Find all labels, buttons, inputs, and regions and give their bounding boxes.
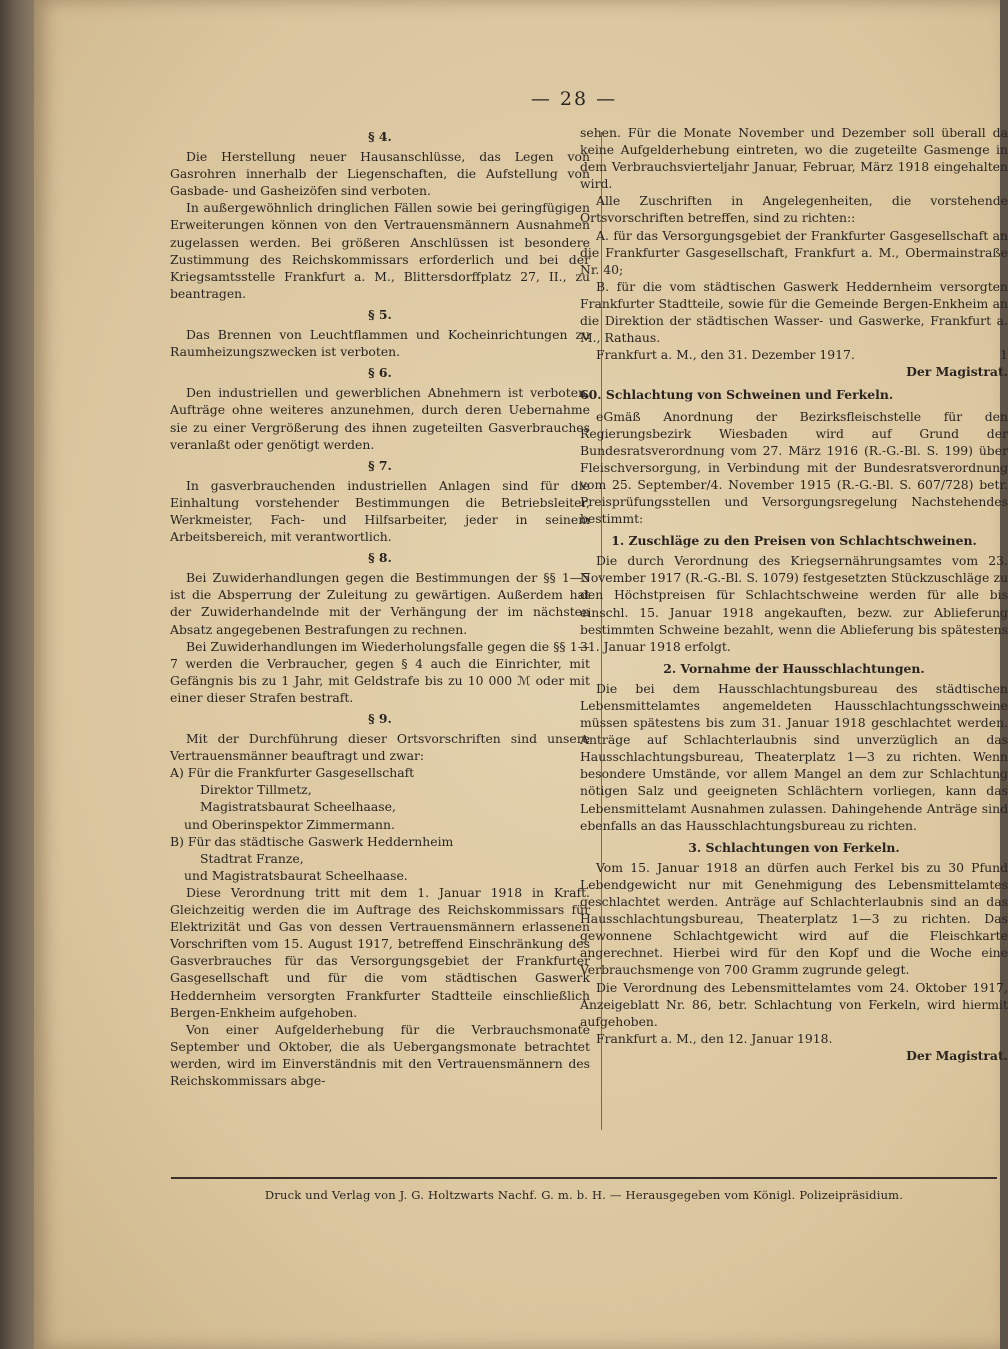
paragraph: B. für die vom städtischen Gaswerk Heddernheim versorgten Frankfurter Stadtteile, sowie für die Gemeinde Bergen-Enkheim an die Direktion der städtischen Wasser- und Gaswerke, Frankfurt a. M., Rathaus. [580,278,1008,346]
paragraph: Vom 15. Januar 1918 an dürfen auch Ferkel bis zu 30 Pfund Lebendgewicht nur mit Genehmigung des Lebensmittelamtes geschlachtet werden. Anträge auf Schlachterlaubnis sind an das Hausschlachtungsbureau, Theaterplatz 1—3 zu richten. Das gewonnene Schlachtgewicht wird auf die Fleischkarte angerechnet. Hierbei wird für den Kopf und die Woche eine Verbrauchsmenge von 700 Gramm zugrunde gelegt. [580,859,1008,978]
paragraph: In außergewöhnlich dringlichen Fällen sowie bei geringfügigen Erweiterungen können von den Vertrauensmännern Ausnahmen zugelassen werden. Bei größeren Anschlüssen ist besondere Zustimmung des Reichskommissars erforderlich und bei der Kriegsamtsstelle Frankfurt a. M., Blittersdorffplatz 27, II., zu beantragen. [170,200,590,301]
section-heading-5: § 5. [368,306,392,322]
section-heading-8: § 8. [368,550,392,566]
paragraph: Bei Zuwiderhandlungen im Wiederholungsfalle gegen die §§ 1—7 werden die Verbraucher, gegen § 4 auch die Einrichter, mit Gefängnis bis zu 1 Jahr, mit Geldstrafe bis zu 10 000 ℳ oder mit einer dieser Strafen bestraft. [170,638,590,705]
section-heading-4: § 4. [368,129,392,144]
list-item: A) Für die Frankfurter Gasgesellschaft [170,765,415,781]
list-item: Stadtrat Franze, [200,850,304,866]
document-page [34,0,1008,1349]
subheading-3: 3. Schlachtungen von Ferkeln. [688,839,900,855]
subheading-2: 2. Vornahme der Hausschlachtungen. [663,660,925,676]
list-item: und Oberinspektor Zimmermann. [184,816,395,832]
place-date-text: Frankfurt a. M., den 31. Dezember 1917. [596,347,855,363]
section-heading-9: § 9. [368,711,392,726]
list-item: Direktor Tillmetz, [200,782,312,798]
paragraph: Bei Zuwiderhandlungen gegen die Bestimmungen der §§ 1—5 ist die Absperrung der Zuleitung zu gewärtigen. Außerdem hat der Zuwiderhandelnde mit der Verhängung der im nächsten Absatz angegebenen Bestrafungen zu rechnen. [170,570,590,637]
list-item: Magistratsbaurat Scheelhaase, [200,799,396,815]
section-heading-6: § 6. [368,365,392,381]
paragraph: eGmäß Anordnung der Bezirksfleischstelle für den Regierungsbezirk Wiesbaden wird auf Grund der Bundesratsverordnung vom 27. März 1916 (R.-G.-Bl. S. 199) über Fleischversorgung, in Verbindung mit der Bundesratsverordnung vom 25. September/4. November 1915 (R.-G.-Bl. S. 607/728) betr. Preisprüfungsstellen und Versorgungsregelung Nachstehendes bestimmt: [580,408,1008,527]
section-heading-7: § 7. [368,457,392,473]
paragraph: Die durch Verordnung des Kriegsernährungsamtes vom 23. November 1917 (R.-G.-Bl. S. 1079) festgesetzten Stückzuschläge zu den Höchstpreisen für Schlachtschweine werden für alle bis einschl. 15. Januar 1918 angekauften, bezw. zur Ablieferung bestimmten Schweine bezahlt, wenn die Ablieferung bis spätestens 31. Januar 1918 erfolgt. [580,553,1008,654]
paragraph: A. für das Versorgungsgebiet der Frankfurter Gasgesellschaft an die Frankfurter Gasgesellschaft, Frankfurt a. M., Obermainstraße Nr. 40; [580,227,1008,277]
list-item: und Magistratsbaurat Scheelhaase. [184,867,408,883]
place-date [580,346,1008,363]
paragraph: Alle Zuschriften in Angelegenheiten, die vorstehende Ortsvorschriften betreffen, sind zu richten:: [580,193,1008,226]
paragraph: In gasverbrauchenden industriellen Anlagen sind für die Einhaltung vorstehender Bestimmungen die Betriebsleiter, Werkmeister, Fach- und Hilfsarbeiter, jeder in seinem Arbeitsbereich, mit verantwortlich. [170,477,590,545]
paragraph: Diese Verordnung tritt mit dem 1. Januar 1918 in Kraft. Gleichzeitig werden die im Auftrage des Reichskommissars für Elektrizität und Gas von dessen Vertrauensmännern erlassenen Vorschriften vom 15. August 1917, betreffend Einschränkung des Gasverbrauches für das Versorgungsgebiet der Frankfurter Gasgesellschaft und für die vom städtischen Gaswerk Heddernheim versorgten Frankfurter Stadtteile einschließlich Bergen-Enkheim aufgehoben. [170,884,590,1020]
item-title-60: 60. Schlachtung von Schweinen und Ferkeln. [580,387,894,403]
paragraph: Mit der Durchführung dieser Ortsvorschriften sind unsere Vertrauensmänner beauftragt und zwar: [170,731,590,764]
paragraph: Die bei dem Hausschlachtungsbureau des städtischen Lebensmittelamtes angemeldeten Hausschlachtungsschweine müssen spätestens bis zum 31. Januar 1918 geschlachtet werden. Anträge auf Schlachterlaubnis sind unverzüglich an das Hausschlachtungsbureau, Theaterplatz 1—3 zu richten. Wenn besondere Umstände, vor allem Mangel an dem zur Schlachtung nötigen Salz und geeigneten Schlächtern vorliegen, kann das Lebensmittelamt Ausnahmen zulassen. Dahingehende Anträge sind ebenfalls an das Hausschlachtungsbureau zu richten. [580,680,1008,833]
left-column [170,124,590,1089]
signature: Der Magistrat. [906,1047,1008,1063]
paragraph: Das Brennen von Leuchtflammen und Kocheinrichtungen zu Raumheizungszwecken ist verboten. [170,327,590,360]
signature: Der Magistrat. [906,364,1008,380]
book-binding [0,0,34,1349]
paragraph: sehen. Für die Monate November und Dezember soll überall da keine Aufgelderhebung eintreten, wo die zugeteilte Gasmenge in dem Verbrauchsvierteljahr Januar, Februar, März 1918 eingehalten wird. [580,125,1008,192]
margin-mark: 1 [1000,347,1008,363]
imprint-footer: Druck und Verlag von J. G. Holtzwarts Nachf. G. m. b. H. — Herausgegeben vom Königl. Polizeipräsidium. [264,1188,904,1202]
footer-rule [171,1177,997,1179]
list-item: B) Für das städtische Gaswerk Heddernheim [170,833,454,849]
page-number: — 28 — [530,88,618,110]
paragraph: Von einer Aufgelderhebung für die Verbrauchsmonate September und Oktober, die als Uebergangsmonate betrachtet werden, wird im Einverständnis mit den Vertrauensmännern des Reichskommissars abge- [170,1021,590,1088]
right-column [580,124,1008,1064]
place-date: Frankfurt a. M., den 12. Januar 1918. [596,1030,833,1046]
paragraph: Die Herstellung neuer Hausanschlüsse, das Legen von Gasrohren innerhalb der Liegenschaften, die Aufstellung von Gasbade- und Gasheizöfen sind verboten. [170,149,590,199]
subheading-1: 1. Zuschläge zu den Preisen von Schlachtschweinen. [611,533,977,549]
paragraph: Die Verordnung des Lebensmittelamtes vom 24. Oktober 1917, Anzeigeblatt Nr. 86, betr. Schlachtung von Ferkeln, wird hiermit aufgehoben. [580,979,1008,1029]
paragraph: Den industriellen und gewerblichen Abnehmern ist verboten, Aufträge ohne weiteres anzunehmen, durch deren Uebernahme sie zu einer Vergrößerung des ihnen zugeteilten Gasverbrauches veranlaßt oder genötigt werden. [170,385,590,452]
